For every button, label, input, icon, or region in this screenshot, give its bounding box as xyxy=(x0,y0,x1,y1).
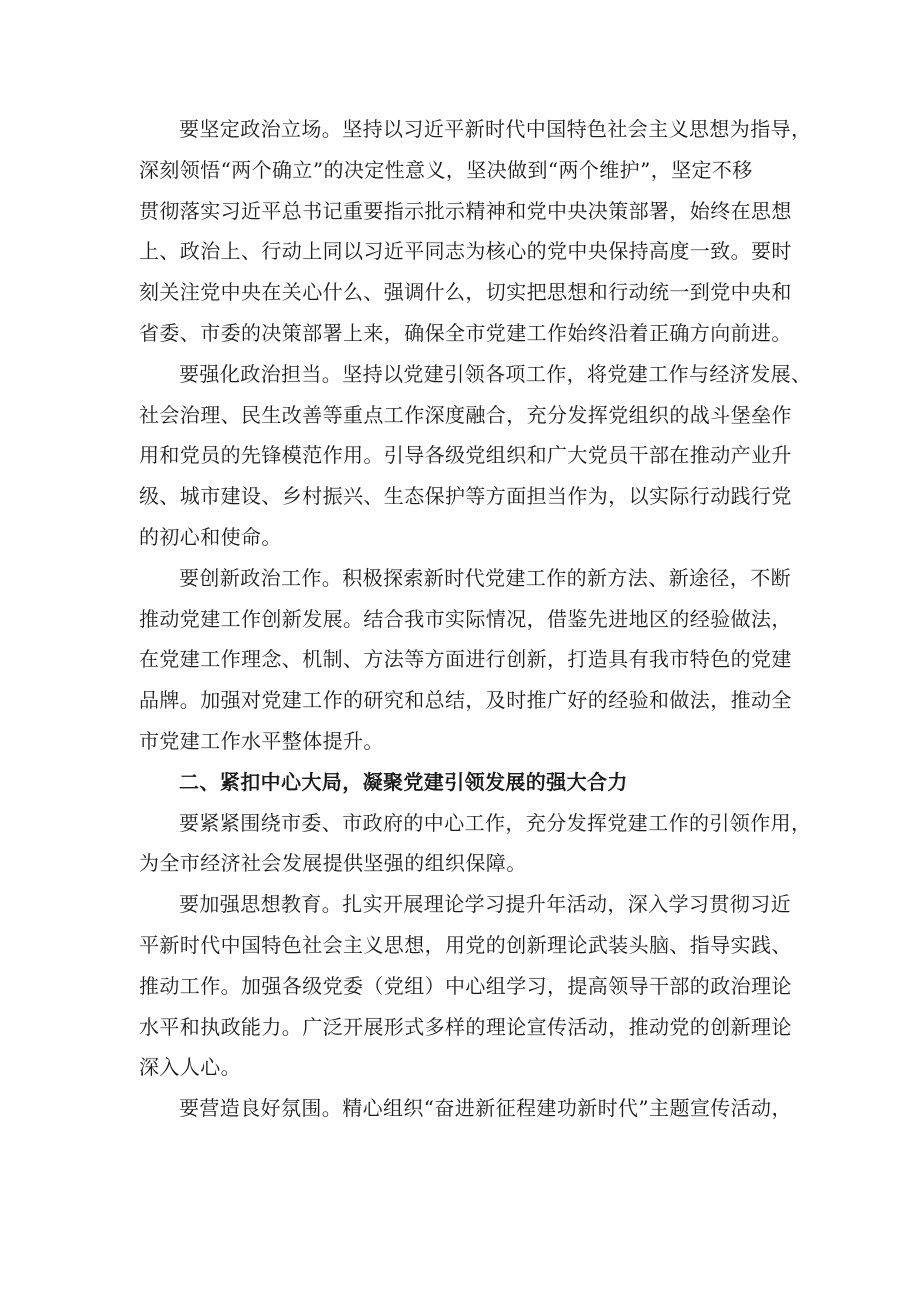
text-line: 市党建工作水平整体提升。 xyxy=(139,728,384,753)
paragraph-political-responsibility xyxy=(139,354,812,558)
text-line: 在党建工作理念、机制、方法等方面进行创新，打造具有我市特色的党建 xyxy=(139,647,792,672)
text-line: 要强化政治担当。坚持以党建引领各项工作，将党建工作与经济发展、 xyxy=(179,361,812,386)
document-body xyxy=(139,109,812,1129)
heading-text: 二、紧扣中心大局，凝聚党建引领发展的强大合力 xyxy=(179,769,628,794)
text-line: 深刻领悟“两个确立”的决定性意义，坚决做到“两个维护”，坚定不移 xyxy=(139,157,753,182)
paragraph-ideological-education xyxy=(139,884,799,1088)
text-line: 省委、市委的决策部署上来，确保全市党建工作始终沿着正确方向前进。 xyxy=(139,320,792,345)
text-line: 要坚定政治立场。坚持以习近平新时代中国特色社会主义思想为指导， xyxy=(179,117,812,141)
text-line: 水平和执政能力。广泛开展形式多样的理论宣传活动，推动党的创新理论 xyxy=(139,1014,792,1039)
paragraph-political-innovation xyxy=(139,558,799,762)
text-line: 为全市经济社会发展提供坚强的组织保障。 xyxy=(139,851,527,876)
text-line: 品牌。加强对党建工作的研究和总结，及时推广好的经验和做法，推动全 xyxy=(139,688,792,713)
text-line: 贯彻落实习近平总书记重要指示批示精神和党中央决策部署，始终在思想 xyxy=(139,198,792,223)
text-line: 刻关注党中央在关心什么、强调什么，切实把思想和行动统一到党中央和 xyxy=(139,280,792,305)
text-line: 推动工作。加强各级党委（党组）中心组学习，提高领导干部的政治理论 xyxy=(139,973,792,998)
paragraph-atmosphere xyxy=(139,1088,799,1129)
text-line: 级、城市建设、乡村振兴、生态保护等方面担当作为，以实际行动践行党 xyxy=(139,484,792,509)
text-line: 要创新政治工作。积极探索新时代党建工作的新方法、新途径，不断 xyxy=(179,565,791,590)
text-line: 推动党建工作创新发展。结合我市实际情况，借鉴先进地区的经验做法， xyxy=(139,606,792,631)
text-line: 要营造良好氛围。精心组织“奋进新征程建功新时代”主题宣传活动， xyxy=(179,1096,792,1121)
text-line: 要紧紧围绕市委、市政府的中心工作，充分发挥党建工作的引领作用， xyxy=(179,810,812,835)
text-line: 社会治理、民生改善等重点工作深度融合，充分发挥党组织的战斗堡垒作 xyxy=(139,402,792,427)
paragraph-political-stance xyxy=(139,109,812,354)
text-line: 用和党员的先锋模范作用。引导各级党组织和广大党员干部在推动产业升 xyxy=(139,443,792,468)
text-line: 的初心和使命。 xyxy=(139,524,282,549)
text-line: 上、政治上、行动上同以习近平同志为核心的党中央保持高度一致。要时 xyxy=(139,239,792,264)
text-line: 要加强思想教育。扎实开展理论学习提升年活动，深入学习贯彻习近 xyxy=(179,892,791,917)
text-line: 平新时代中国特色社会主义思想，用党的创新理论武装头脑、指导实践、 xyxy=(139,932,792,957)
section-heading xyxy=(139,762,799,803)
text-line: 深入人心。 xyxy=(139,1055,241,1080)
paragraph-central-work xyxy=(139,803,812,885)
